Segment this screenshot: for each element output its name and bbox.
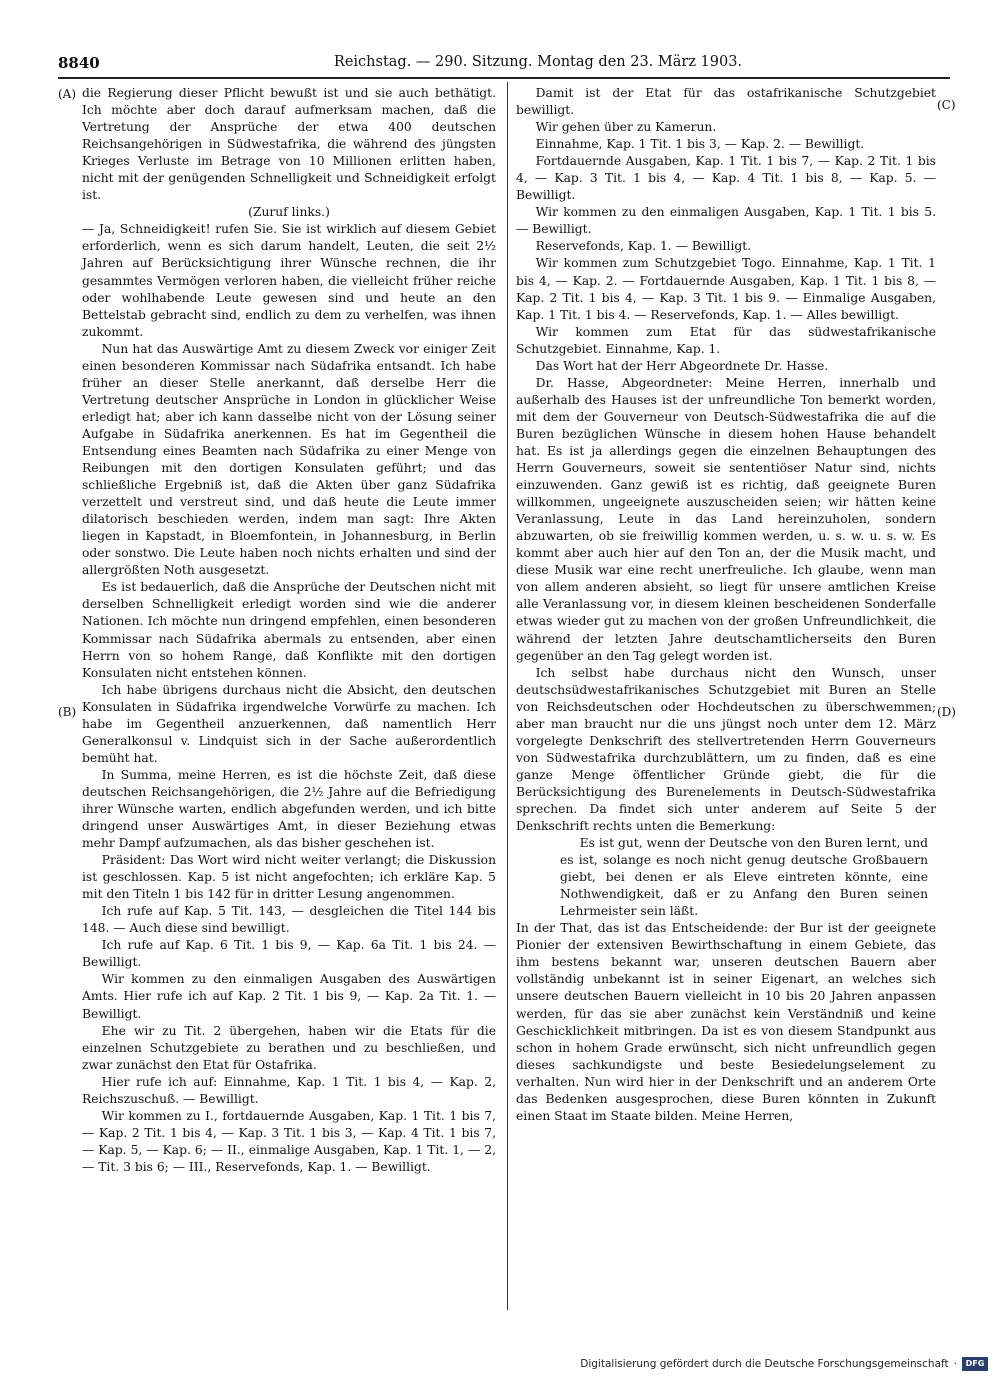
margin-marker-d: (D) xyxy=(937,705,956,719)
paragraph: Das Wort hat der Herr Abgeordnete Dr. Hasse. xyxy=(535,358,829,373)
footer: Digitalisierung gefördert durch die Deutsche Forschungsgemeinschaft · DFG xyxy=(580,1357,988,1371)
block-quote: Es ist gut, wenn der Deutsche von den Buren lernt, und es ist, solange es noch nicht genug deutsche Großbauern giebt, bei denen er als Eleve eintreten könnte, eine Nothwendigkeit, daß er zu Anfang den Buren seinen Lehrmeister sein läßt. xyxy=(560,836,928,919)
paragraph: Ich rufe auf Kap. 6 Tit. 1 bis 9, — Kap. 6a Tit. 1 bis 24. — Bewilligt. xyxy=(82,938,496,970)
page-header xyxy=(58,46,950,76)
header-rule xyxy=(58,77,950,79)
paragraph: Wir kommen zum Etat für das südwestafrikanische Schutzgebiet. Einnahme, Kap. 1. xyxy=(516,324,936,356)
paragraph: In Summa, meine Herren, es ist die höchste Zeit, daß diese deutschen Reichsangehörigen, die 2½ Jahre auf die Befriedigung ihrer Wünsche warten, endlich abgefunden werden, und ich bitte dringend unser Auswärtiges Amt, in dieser Beziehung etwas mehr Dampf aufzumachen, als das bisher geschehen ist. xyxy=(82,767,496,851)
paragraph: Damit ist der Etat für das ostafrikanische Schutzgebiet bewilligt. xyxy=(516,86,936,118)
margin-marker-c: (C) xyxy=(937,98,956,112)
paragraph: Ehe wir zu Tit. 2 übergehen, haben wir die Etats für die einzelnen Schutzgebiete zu berathen und zu beschließen, und zwar zunächst den Etat für Ostafrika. xyxy=(82,1023,496,1072)
paragraph: Reservefonds, Kap. 1. — Bewilligt. xyxy=(535,239,752,254)
paragraph: Ich selbst habe durchaus nicht den Wunsch, unser deutschsüdwestafrikanisches Schutzgebiet mit Buren an Stelle von Reichsdeutschen oder Hochdeutschen zu überschwemmen; aber man braucht nur die uns jüngst noch unter dem 12. März vorgelegte Denkschrift des stellvertretenden Herrn Gouverneurs von Südwestafrika durchzublättern, um zu finden, daß es eine ganze Menge öffentlicher Gründe giebt, die für die Berücksichtigung des Burenelements in Deutsch-Südwestafrika sprechen. Da findet sich unter anderem auf Seite 5 der Denkschrift rechts unten die Bemerkung: xyxy=(516,665,936,834)
margin-marker-a: (A) xyxy=(58,87,77,101)
paragraph: Ich habe übrigens durchaus nicht die Absicht, den deutschen Konsulaten in Südafrika irgendwelche Vorwürfe zu machen. Ich habe im Gegentheil anzuerkennen, daß namentlich Herr Generalkonsul v. Lindquist sich in der Sache außerordentlich bemüht hat. xyxy=(82,682,496,765)
column-divider xyxy=(507,82,508,1310)
dfg-logo: DFG xyxy=(962,1357,988,1371)
footer-credit: Digitalisierung gefördert durch die Deutsche Forschungsgemeinschaft xyxy=(580,1358,949,1370)
paragraph: In der That, das ist das Entscheidende: der Bur ist der geeignete Pionier der extensiven Bewirthschaftung in einem Gebiete, das ihm bestens bekannt war, unseren deutschen Bauern aber vollständig unbekannt ist in seiner Eigenart, an welches sich unsere deutschen Bauern vielleicht in 10 bis 20 Jahren anpassen werden, für das sie aber zunächst kein Verständniß und keine Geschicklichkeit mitbringen. Da ist es von diesem Standpunkt aus schon in hohem Grade erwünscht, sich nicht unfreundlich gegen dieses sachkundigste und beste Besiedelungselement zu verhalten. Nun wird hier in der Denkschrift und an anderem Orte das Bedenken ausgesprochen, diese Buren könnten in Zukunft einen Staat im Staate bilden. Meine Herren, xyxy=(516,921,936,1123)
margin-marker-b: (B) xyxy=(58,705,77,719)
paragraph: Wir gehen über zu Kamerun. xyxy=(535,120,717,135)
interjection: (Zuruf links.) xyxy=(248,205,330,220)
paragraph: Es ist bedauerlich, daß die Ansprüche der Deutschen nicht mit derselben Schnelligkeit erledigt worden sind wie die anderer Nationen. Ich möchte nun dringend empfehlen, einen besonderen Kommissar nach Südafrika abermals zu entsenden, aber einen Herrn von so hohem Range, daß Konflikte mit den dortigen Konsulaten nicht entstehen können. xyxy=(82,580,496,680)
speech-hasse: Dr. Hasse, Abgeordneter: Meine Herren, innerhalb und außerhalb des Hauses ist der unfreundliche Ton bemerkt worden, mit dem der Gouverneur von Deutsch-Südwestafrika die auf die Buren bezüglichen Wünsche in diesem hohen Hause behandelt hat. Es ist ja allerdings gegen die einzelnen Behauptungen des Herrn Gouverneurs, soweit sie sententiöser Natur sind, nichts einzuwenden. Ganz gewiß ist es richtig, daß geeignete Buren willkommen, ungeeignete auszuscheiden seien; wir hätten keine Veranlassung, Leute in das Land hereinzuholen, sondern abzuwarten, ob sie freiwillig kommen werden, u. s. w. u. s. w. Es kommt aber auch hier auf den Ton an, der die Musik macht, und diese Musik war eine recht unerfreuliche. Ich glaube, wenn man von allem anderen absieht, so liegt für unsere amtlichen Kreise alle Veranlassung vor, in diesem kleinen bescheidenen Sonderfalle etwas wieder gut zu machen von der großen Unfreundlichkeit, die während der letzten Jahre deutschamtlicherseits den Buren gegenüber an den Tag gelegt worden ist. xyxy=(516,375,936,663)
paragraph: Wir kommen zu den einmaligen Ausgaben, Kap. 1 Tit. 1 bis 5. — Bewilligt. xyxy=(516,205,936,237)
paragraph: Hier rufe ich auf: Einnahme, Kap. 1 Tit. 1 bis 4, — Kap. 2, Reichszuschuß. — Bewilligt. xyxy=(82,1074,496,1106)
paragraph: Wir kommen zu I., fortdauernde Ausgaben, Kap. 1 Tit. 1 bis 7, — Kap. 2 Tit. 1 bis 4, — Kap. 3 Tit. 1 bis 3, — Kap. 4 Tit. 1 bis 7, — Kap. 5, — Kap. 6; — II., einmalige Ausgaben, Kap. 1 Tit. 1, — 2, — Tit. 3 bis 6; — III., Reservefonds, Kap. 1. — Bewilligt. xyxy=(82,1108,496,1174)
left-column xyxy=(82,85,496,1176)
paragraph: Wir kommen zum Schutzgebiet Togo. Einnahme, Kap. 1 Tit. 1 bis 4, — Kap. 2. — Fortdauernde Ausgaben, Kap. 1 Tit. 1 bis 8, — Kap. 2 Tit. 1 bis 4, — Kap. 3 Tit. 1 bis 9. — Einmalige Ausgaben, Kap. 1 Tit. 1 bis 4. — Reservefonds, Kap. 1. — Alles bewilligt. xyxy=(516,256,936,322)
paragraph: Fortdauernde Ausgaben, Kap. 1 Tit. 1 bis 7, — Kap. 2 Tit. 1 bis 4, — Kap. 3 Tit. 1 bis 4, — Kap. 4 Tit. 1 bis 8, — Kap. 5. — Bewilligt. xyxy=(516,154,936,203)
paragraph: Wir kommen zu den einmaligen Ausgaben des Auswärtigen Amts. Hier rufe ich auf Kap. 2 Tit. 1 bis 9, — Kap. 2a Tit. 1. — Bewilligt. xyxy=(82,972,496,1021)
paragraph: Ich rufe auf Kap. 5 Tit. 143, — desgleichen die Titel 144 bis 148. — Auch diese sind bewilligt. xyxy=(82,904,496,936)
running-title: Reichstag. — 290. Sitzung. Montag den 23. März 1903. xyxy=(333,54,743,70)
paragraph: — Ja, Schneidigkeit! rufen Sie. Sie ist wirklich auf diesem Gebiet erforderlich, wenn es sich darum handelt, Leuten, die seit 2½ Jahren auf Berücksichtigung ihrer Wünsche rechnen, die ihr gesammtes Vermögen verloren haben, die vielleicht früher reiche oder wohlhabende Leute gewesen sind und heute an den Bettelstab gebracht sind, endlich zu dem zu verhelfen, was ihnen zukommt. xyxy=(82,222,496,339)
paragraph: die Regierung dieser Pflicht bewußt ist und sie auch bethätigt. Ich möchte aber doch darauf aufmerksam machen, daß die Vertretung der Ansprüche der etwa 400 deutschen Reichsangehörigen in Südwestafrika, die während des jüngsten Krieges Verluste im Betrage von 10 Millionen erlitten haben, nicht mit der genügenden Schnelligkeit und Schneidigkeit erfolgt ist. xyxy=(82,86,496,203)
president-statement: Präsident: Das Wort wird nicht weiter verlangt; die Diskussion ist geschlossen. Kap. 5 ist nicht angefochten; ich erkläre Kap. 5 mit den Titeln 1 bis 142 für in dritter Lesung angenommen. xyxy=(82,853,496,902)
paragraph: Einnahme, Kap. 1 Tit. 1 bis 3, — Kap. 2. — Bewilligt. xyxy=(535,137,865,152)
right-column xyxy=(516,85,936,1125)
paragraph: Nun hat das Auswärtige Amt zu diesem Zweck vor einiger Zeit einen besonderen Kommissar nach Südafrika entsandt. Ich habe früher an dieser Stelle anerkannt, daß derselbe Herr die Vertretung deutscher Ansprüche in London in glücklicher Weise erledigt hat; aber ich kann dasselbe nicht von der Lösung seiner Aufgabe in Südafrika anerkennen. Es hat im Gegentheil die Entsendung eines Beamten nach Südafrika zu einer Menge von Reibungen mit den dortigen Konsulaten geführt; und das schließliche Ergebniß ist, daß die Akten über ganz Südafrika verzettelt und verstreut sind, und daß heute die Leute immer dilatorisch beschieden werden, indem man sagt: Ihre Akten liegen in Kapstadt, in Bloemfontein, in Johannesburg, in Berlin oder sonstwo. Die Leute haben noch nichts erhalten und sind der allergrößten Noth ausgesetzt. xyxy=(82,341,496,578)
page-number: 8840 xyxy=(58,54,100,72)
